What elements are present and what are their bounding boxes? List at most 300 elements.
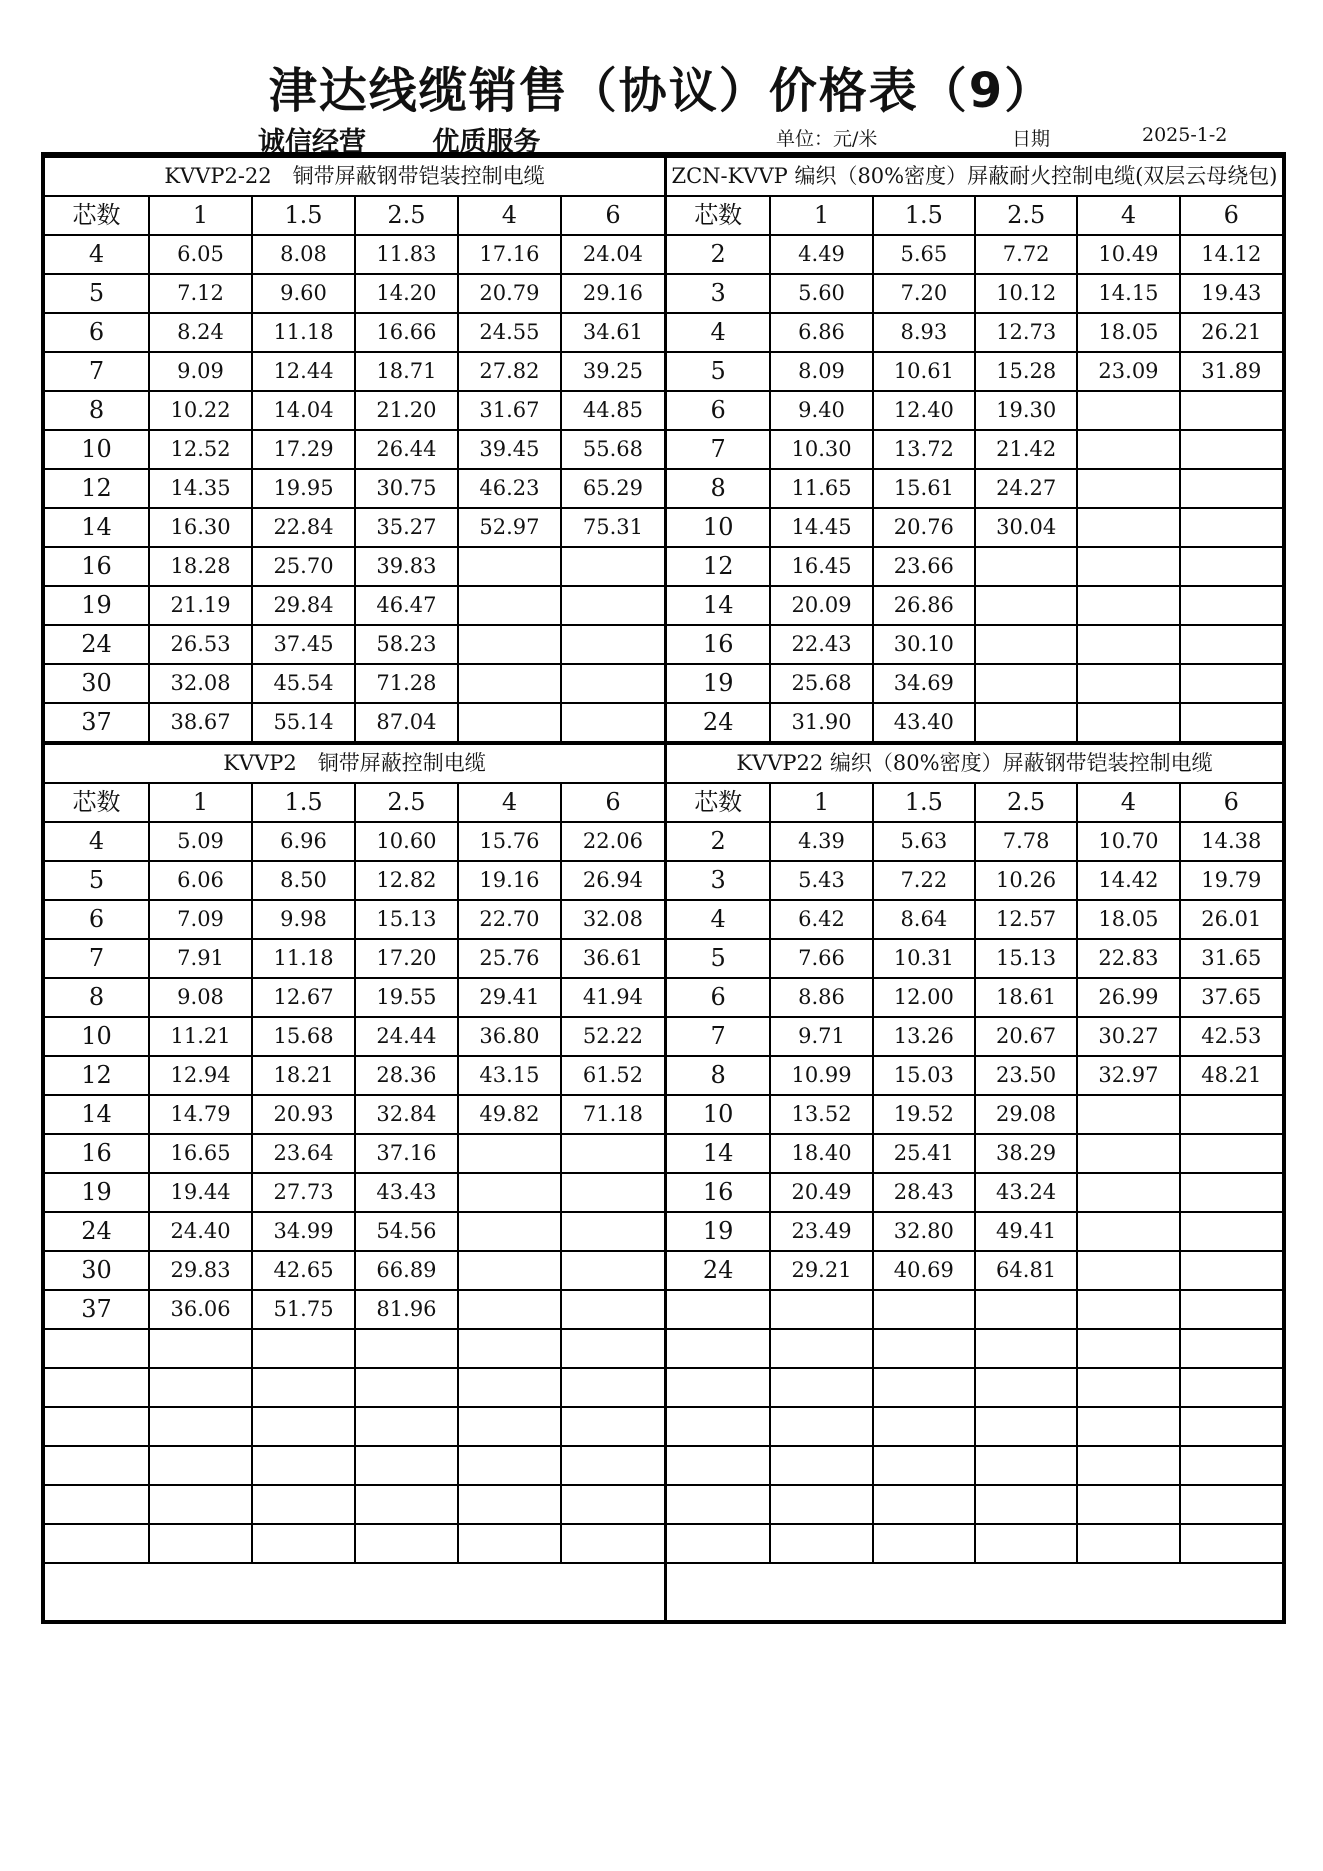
- cell-price: 34.99: [252, 1212, 355, 1251]
- cell-price: 37.45: [252, 625, 355, 664]
- cell-price: [1077, 547, 1179, 586]
- cell-cores: [45, 1407, 149, 1446]
- cell-price: 23.49: [770, 1212, 872, 1251]
- cell-price: 61.52: [561, 1056, 664, 1095]
- cell-price: [355, 1446, 458, 1485]
- cell-cores: 5: [45, 274, 149, 313]
- cell-price: 25.70: [252, 547, 355, 586]
- cell-price: 7.66: [770, 939, 872, 978]
- cell-cores: [667, 1290, 770, 1329]
- cell-price: 15.68: [252, 1017, 355, 1056]
- table-row: [45, 703, 664, 742]
- cell-price: [873, 1290, 975, 1329]
- cell-price: 36.80: [458, 1017, 561, 1056]
- cell-price: 24.04: [561, 235, 664, 274]
- cell-price: [1180, 625, 1282, 664]
- subheader: [0, 118, 1323, 158]
- price-table-kvvp2: [45, 743, 664, 1564]
- cell-price: [770, 1329, 872, 1368]
- table-row: [45, 1056, 664, 1095]
- cell-cores: 16: [45, 547, 149, 586]
- cell-cores: 6: [667, 391, 770, 430]
- cell-price: 40.69: [873, 1251, 975, 1290]
- cell-price: 9.08: [149, 978, 252, 1017]
- cell-price: [561, 1251, 664, 1290]
- cell-price: 44.85: [561, 391, 664, 430]
- cell-price: 19.44: [149, 1173, 252, 1212]
- header-size: 1: [770, 783, 872, 822]
- cell-price: [1077, 430, 1179, 469]
- cell-price: 9.40: [770, 391, 872, 430]
- cell-cores: 19: [45, 586, 149, 625]
- cell-price: [1180, 430, 1282, 469]
- table-row: [667, 235, 1282, 274]
- cell-price: 32.80: [873, 1212, 975, 1251]
- cell-price: 22.43: [770, 625, 872, 664]
- cell-price: 5.60: [770, 274, 872, 313]
- cell-price: [975, 586, 1077, 625]
- cell-price: 18.71: [355, 352, 458, 391]
- header-size: 2.5: [355, 196, 458, 235]
- cell-price: 37.16: [355, 1134, 458, 1173]
- cell-cores: 37: [45, 1290, 149, 1329]
- cell-price: [561, 1368, 664, 1407]
- cell-price: 15.13: [355, 900, 458, 939]
- cell-cores: 24: [45, 625, 149, 664]
- cell-cores: [667, 1524, 770, 1563]
- cell-cores: 7: [45, 939, 149, 978]
- header-cores: 芯数: [667, 196, 770, 235]
- cell-cores: 10: [45, 1017, 149, 1056]
- cell-price: [1077, 1212, 1179, 1251]
- cell-price: 16.66: [355, 313, 458, 352]
- table-row: [45, 1095, 664, 1134]
- price-table-zcn-kvvp: [667, 156, 1282, 743]
- cell-price: 32.97: [1077, 1056, 1179, 1095]
- cell-price: 10.30: [770, 430, 872, 469]
- cell-price: [458, 586, 561, 625]
- cell-price: 14.45: [770, 508, 872, 547]
- cell-price: 4.49: [770, 235, 872, 274]
- cell-price: 7.72: [975, 235, 1077, 274]
- cell-price: 29.08: [975, 1095, 1077, 1134]
- cell-price: [1077, 1446, 1179, 1485]
- cell-price: 8.08: [252, 235, 355, 274]
- cell-price: 14.20: [355, 274, 458, 313]
- header-size: 6: [1180, 196, 1282, 235]
- cell-cores: 30: [45, 664, 149, 703]
- table-row: [667, 1290, 1282, 1329]
- header-size: 1.5: [873, 783, 975, 822]
- cell-price: 39.45: [458, 430, 561, 469]
- cell-price: 71.18: [561, 1095, 664, 1134]
- cell-price: 12.82: [355, 861, 458, 900]
- cell-cores: 16: [45, 1134, 149, 1173]
- cell-price: 9.60: [252, 274, 355, 313]
- cell-price: 31.67: [458, 391, 561, 430]
- cell-price: 30.04: [975, 508, 1077, 547]
- cell-cores: 8: [45, 978, 149, 1017]
- table-row: [45, 822, 664, 861]
- table-row: [45, 469, 664, 508]
- table-row: [45, 1173, 664, 1212]
- cell-price: 11.65: [770, 469, 872, 508]
- cell-price: 10.60: [355, 822, 458, 861]
- cell-price: 12.00: [873, 978, 975, 1017]
- cell-price: [1077, 664, 1179, 703]
- cell-cores: [667, 1368, 770, 1407]
- table-row: [667, 978, 1282, 1017]
- cell-price: 5.63: [873, 822, 975, 861]
- cell-price: [1077, 508, 1179, 547]
- section-title: ZCN-KVVP 编织（80%密度）屏蔽耐火控制电缆(双层云母绕包): [667, 157, 1282, 196]
- cell-price: [975, 703, 1077, 742]
- cell-price: 29.84: [252, 586, 355, 625]
- cell-price: [149, 1368, 252, 1407]
- cell-cores: 19: [667, 664, 770, 703]
- cell-price: 24.40: [149, 1212, 252, 1251]
- right-column: [667, 156, 1282, 1620]
- cell-price: 11.83: [355, 235, 458, 274]
- cell-price: 16.65: [149, 1134, 252, 1173]
- cell-price: 23.09: [1077, 352, 1179, 391]
- cell-price: 18.40: [770, 1134, 872, 1173]
- table-row: [667, 900, 1282, 939]
- table-row: [667, 1485, 1282, 1524]
- cell-price: 26.21: [1180, 313, 1282, 352]
- cell-price: [770, 1368, 872, 1407]
- cell-price: [1077, 1524, 1179, 1563]
- cell-price: 10.26: [975, 861, 1077, 900]
- cell-price: 29.16: [561, 274, 664, 313]
- cell-cores: 4: [45, 822, 149, 861]
- cell-cores: 14: [45, 1095, 149, 1134]
- cell-price: 7.22: [873, 861, 975, 900]
- header-size: 1: [770, 196, 872, 235]
- cell-price: 39.25: [561, 352, 664, 391]
- cell-price: [975, 664, 1077, 703]
- cell-price: [355, 1524, 458, 1563]
- cell-price: [975, 547, 1077, 586]
- cell-price: [355, 1407, 458, 1446]
- cell-price: 22.83: [1077, 939, 1179, 978]
- cell-price: [561, 664, 664, 703]
- cell-price: [458, 664, 561, 703]
- cell-cores: 6: [45, 313, 149, 352]
- cell-price: [252, 1329, 355, 1368]
- cell-price: 30.75: [355, 469, 458, 508]
- cell-price: [149, 1446, 252, 1485]
- header-cores: 芯数: [45, 196, 149, 235]
- cell-price: [770, 1407, 872, 1446]
- cell-price: 22.84: [252, 508, 355, 547]
- cell-price: [252, 1368, 355, 1407]
- cell-price: 10.31: [873, 939, 975, 978]
- cell-price: 32.08: [149, 664, 252, 703]
- cell-price: 23.64: [252, 1134, 355, 1173]
- cell-price: 14.38: [1180, 822, 1282, 861]
- cell-price: [561, 1290, 664, 1329]
- cell-price: 55.14: [252, 703, 355, 742]
- cell-price: [561, 547, 664, 586]
- cell-price: 43.40: [873, 703, 975, 742]
- cell-price: 9.09: [149, 352, 252, 391]
- cell-price: 32.08: [561, 900, 664, 939]
- table-row: [45, 939, 664, 978]
- cell-price: 10.70: [1077, 822, 1179, 861]
- table-row: [45, 1329, 664, 1368]
- table-row: [667, 861, 1282, 900]
- cell-price: 24.44: [355, 1017, 458, 1056]
- cell-cores: 12: [45, 469, 149, 508]
- cell-price: 23.50: [975, 1056, 1077, 1095]
- cell-price: 19.43: [1180, 274, 1282, 313]
- table-row: [45, 1017, 664, 1056]
- cell-price: 12.44: [252, 352, 355, 391]
- cell-price: [1077, 1485, 1179, 1524]
- table-row: [45, 1212, 664, 1251]
- table-row: [45, 625, 664, 664]
- cell-price: [873, 1446, 975, 1485]
- table-row: [45, 313, 664, 352]
- table-row: [45, 978, 664, 1017]
- cell-price: [1077, 1134, 1179, 1173]
- cell-price: [1077, 1407, 1179, 1446]
- cell-price: [1077, 1368, 1179, 1407]
- table-row: [45, 508, 664, 547]
- cell-cores: 4: [667, 900, 770, 939]
- left-column: [45, 156, 667, 1620]
- cell-price: 26.44: [355, 430, 458, 469]
- cell-price: [458, 1329, 561, 1368]
- cell-price: 32.84: [355, 1095, 458, 1134]
- table-row: [667, 1251, 1282, 1290]
- table-row: [45, 1251, 664, 1290]
- cell-cores: 37: [45, 703, 149, 742]
- date-value: 2025-1-2: [1142, 124, 1228, 146]
- cell-price: 26.99: [1077, 978, 1179, 1017]
- table-row: [667, 469, 1282, 508]
- cell-cores: 7: [667, 430, 770, 469]
- cell-price: 19.79: [1180, 861, 1282, 900]
- cell-price: 10.99: [770, 1056, 872, 1095]
- cell-price: 21.20: [355, 391, 458, 430]
- table-row: [667, 547, 1282, 586]
- cell-price: 16.30: [149, 508, 252, 547]
- table-row: [667, 313, 1282, 352]
- cell-price: 13.52: [770, 1095, 872, 1134]
- cell-price: 41.94: [561, 978, 664, 1017]
- cell-cores: 5: [667, 352, 770, 391]
- cell-price: 14.15: [1077, 274, 1179, 313]
- table-row: [45, 235, 664, 274]
- cell-price: 26.53: [149, 625, 252, 664]
- cell-price: 14.35: [149, 469, 252, 508]
- cell-price: [458, 1485, 561, 1524]
- cell-price: 10.22: [149, 391, 252, 430]
- cell-price: [561, 586, 664, 625]
- table-row: [45, 1446, 664, 1485]
- cell-price: 9.71: [770, 1017, 872, 1056]
- cell-price: 11.18: [252, 313, 355, 352]
- cell-cores: 12: [45, 1056, 149, 1095]
- cell-price: [561, 1407, 664, 1446]
- cell-price: [252, 1485, 355, 1524]
- cell-price: [1180, 391, 1282, 430]
- cell-cores: 4: [45, 235, 149, 274]
- table-row: [667, 1134, 1282, 1173]
- header-size: 2.5: [975, 783, 1077, 822]
- cell-cores: 5: [45, 861, 149, 900]
- table-row: [45, 1368, 664, 1407]
- cell-price: 12.73: [975, 313, 1077, 352]
- table-row: [45, 547, 664, 586]
- cell-price: [770, 1524, 872, 1563]
- header-size: 4: [1077, 196, 1179, 235]
- cell-cores: 10: [667, 1095, 770, 1134]
- cell-cores: 8: [45, 391, 149, 430]
- cell-price: [252, 1407, 355, 1446]
- cell-price: 71.28: [355, 664, 458, 703]
- header-cores: 芯数: [45, 783, 149, 822]
- cell-price: 20.79: [458, 274, 561, 313]
- cell-price: 58.23: [355, 625, 458, 664]
- table-row: [667, 625, 1282, 664]
- header-size: 6: [1180, 783, 1282, 822]
- cell-price: 17.16: [458, 235, 561, 274]
- cell-price: 20.49: [770, 1173, 872, 1212]
- cell-price: [458, 1368, 561, 1407]
- cell-price: 11.21: [149, 1017, 252, 1056]
- cell-cores: 6: [45, 900, 149, 939]
- table-row: [667, 822, 1282, 861]
- cell-price: [975, 1368, 1077, 1407]
- header-size: 4: [1077, 783, 1179, 822]
- cell-price: 36.61: [561, 939, 664, 978]
- cell-price: 15.28: [975, 352, 1077, 391]
- cell-price: [770, 1290, 872, 1329]
- cell-cores: 7: [667, 1017, 770, 1056]
- cell-price: 75.31: [561, 508, 664, 547]
- cell-price: [561, 1212, 664, 1251]
- cell-price: 30.10: [873, 625, 975, 664]
- header-row: [45, 783, 664, 822]
- cell-price: 11.18: [252, 939, 355, 978]
- cell-price: [252, 1524, 355, 1563]
- cell-price: [252, 1446, 355, 1485]
- cell-price: 42.53: [1180, 1017, 1282, 1056]
- table-row: [667, 391, 1282, 430]
- cell-price: 19.16: [458, 861, 561, 900]
- cell-price: [1077, 703, 1179, 742]
- cell-price: [561, 1173, 664, 1212]
- cell-price: 26.86: [873, 586, 975, 625]
- cell-price: 49.82: [458, 1095, 561, 1134]
- cell-price: 9.98: [252, 900, 355, 939]
- cell-price: 14.42: [1077, 861, 1179, 900]
- cell-price: 18.21: [252, 1056, 355, 1095]
- cell-cores: 4: [667, 313, 770, 352]
- cell-cores: 14: [667, 1134, 770, 1173]
- cell-price: [1180, 1290, 1282, 1329]
- cell-price: [1180, 469, 1282, 508]
- cell-price: 31.65: [1180, 939, 1282, 978]
- cell-price: 29.41: [458, 978, 561, 1017]
- cell-price: 28.36: [355, 1056, 458, 1095]
- cell-price: 6.96: [252, 822, 355, 861]
- cell-cores: [45, 1524, 149, 1563]
- cell-price: 8.86: [770, 978, 872, 1017]
- cell-price: 25.76: [458, 939, 561, 978]
- cell-price: [1180, 1485, 1282, 1524]
- cell-price: 13.72: [873, 430, 975, 469]
- table-row: [667, 1524, 1282, 1563]
- cell-price: [355, 1329, 458, 1368]
- cell-price: [561, 1134, 664, 1173]
- table-row: [667, 274, 1282, 313]
- cell-price: 24.55: [458, 313, 561, 352]
- cell-price: 8.64: [873, 900, 975, 939]
- cell-cores: 2: [667, 235, 770, 274]
- cell-price: 6.42: [770, 900, 872, 939]
- table-row: [667, 1095, 1282, 1134]
- cell-price: [1180, 1173, 1282, 1212]
- header-size: 1: [149, 783, 252, 822]
- header-size: 1.5: [252, 783, 355, 822]
- table-row: [667, 1407, 1282, 1446]
- cell-price: 18.05: [1077, 900, 1179, 939]
- cell-price: 34.69: [873, 664, 975, 703]
- cell-price: 43.15: [458, 1056, 561, 1095]
- cell-price: [458, 703, 561, 742]
- cell-cores: 19: [45, 1173, 149, 1212]
- date-label: 日期: [1012, 128, 1051, 150]
- cell-price: [1180, 1407, 1282, 1446]
- header-size: 4: [458, 783, 561, 822]
- cell-price: 8.50: [252, 861, 355, 900]
- table-row: [45, 861, 664, 900]
- cell-price: 4.39: [770, 822, 872, 861]
- table-row: [667, 1173, 1282, 1212]
- cell-price: [1180, 1329, 1282, 1368]
- cell-price: [149, 1329, 252, 1368]
- cell-price: [458, 1446, 561, 1485]
- cell-price: [1077, 1329, 1179, 1368]
- cell-price: [975, 1329, 1077, 1368]
- cell-price: [458, 1212, 561, 1251]
- cell-price: 15.61: [873, 469, 975, 508]
- table-row: [45, 1290, 664, 1329]
- cell-price: 42.65: [252, 1251, 355, 1290]
- price-table-kvvp22: [667, 743, 1282, 1564]
- cell-price: [561, 1329, 664, 1368]
- cell-price: [975, 1524, 1077, 1563]
- cell-price: [561, 1446, 664, 1485]
- cell-price: [561, 703, 664, 742]
- cell-price: 26.01: [1180, 900, 1282, 939]
- section-title: KVVP2-22 铜带屏蔽钢带铠装控制电缆: [45, 157, 664, 196]
- cell-price: 25.41: [873, 1134, 975, 1173]
- header-size: 2.5: [355, 783, 458, 822]
- cell-price: 12.67: [252, 978, 355, 1017]
- cell-price: 6.05: [149, 235, 252, 274]
- cell-price: 64.81: [975, 1251, 1077, 1290]
- cell-price: 51.75: [252, 1290, 355, 1329]
- cell-cores: 7: [45, 352, 149, 391]
- cell-price: 18.28: [149, 547, 252, 586]
- table-row: [667, 703, 1282, 742]
- table-row: [667, 1368, 1282, 1407]
